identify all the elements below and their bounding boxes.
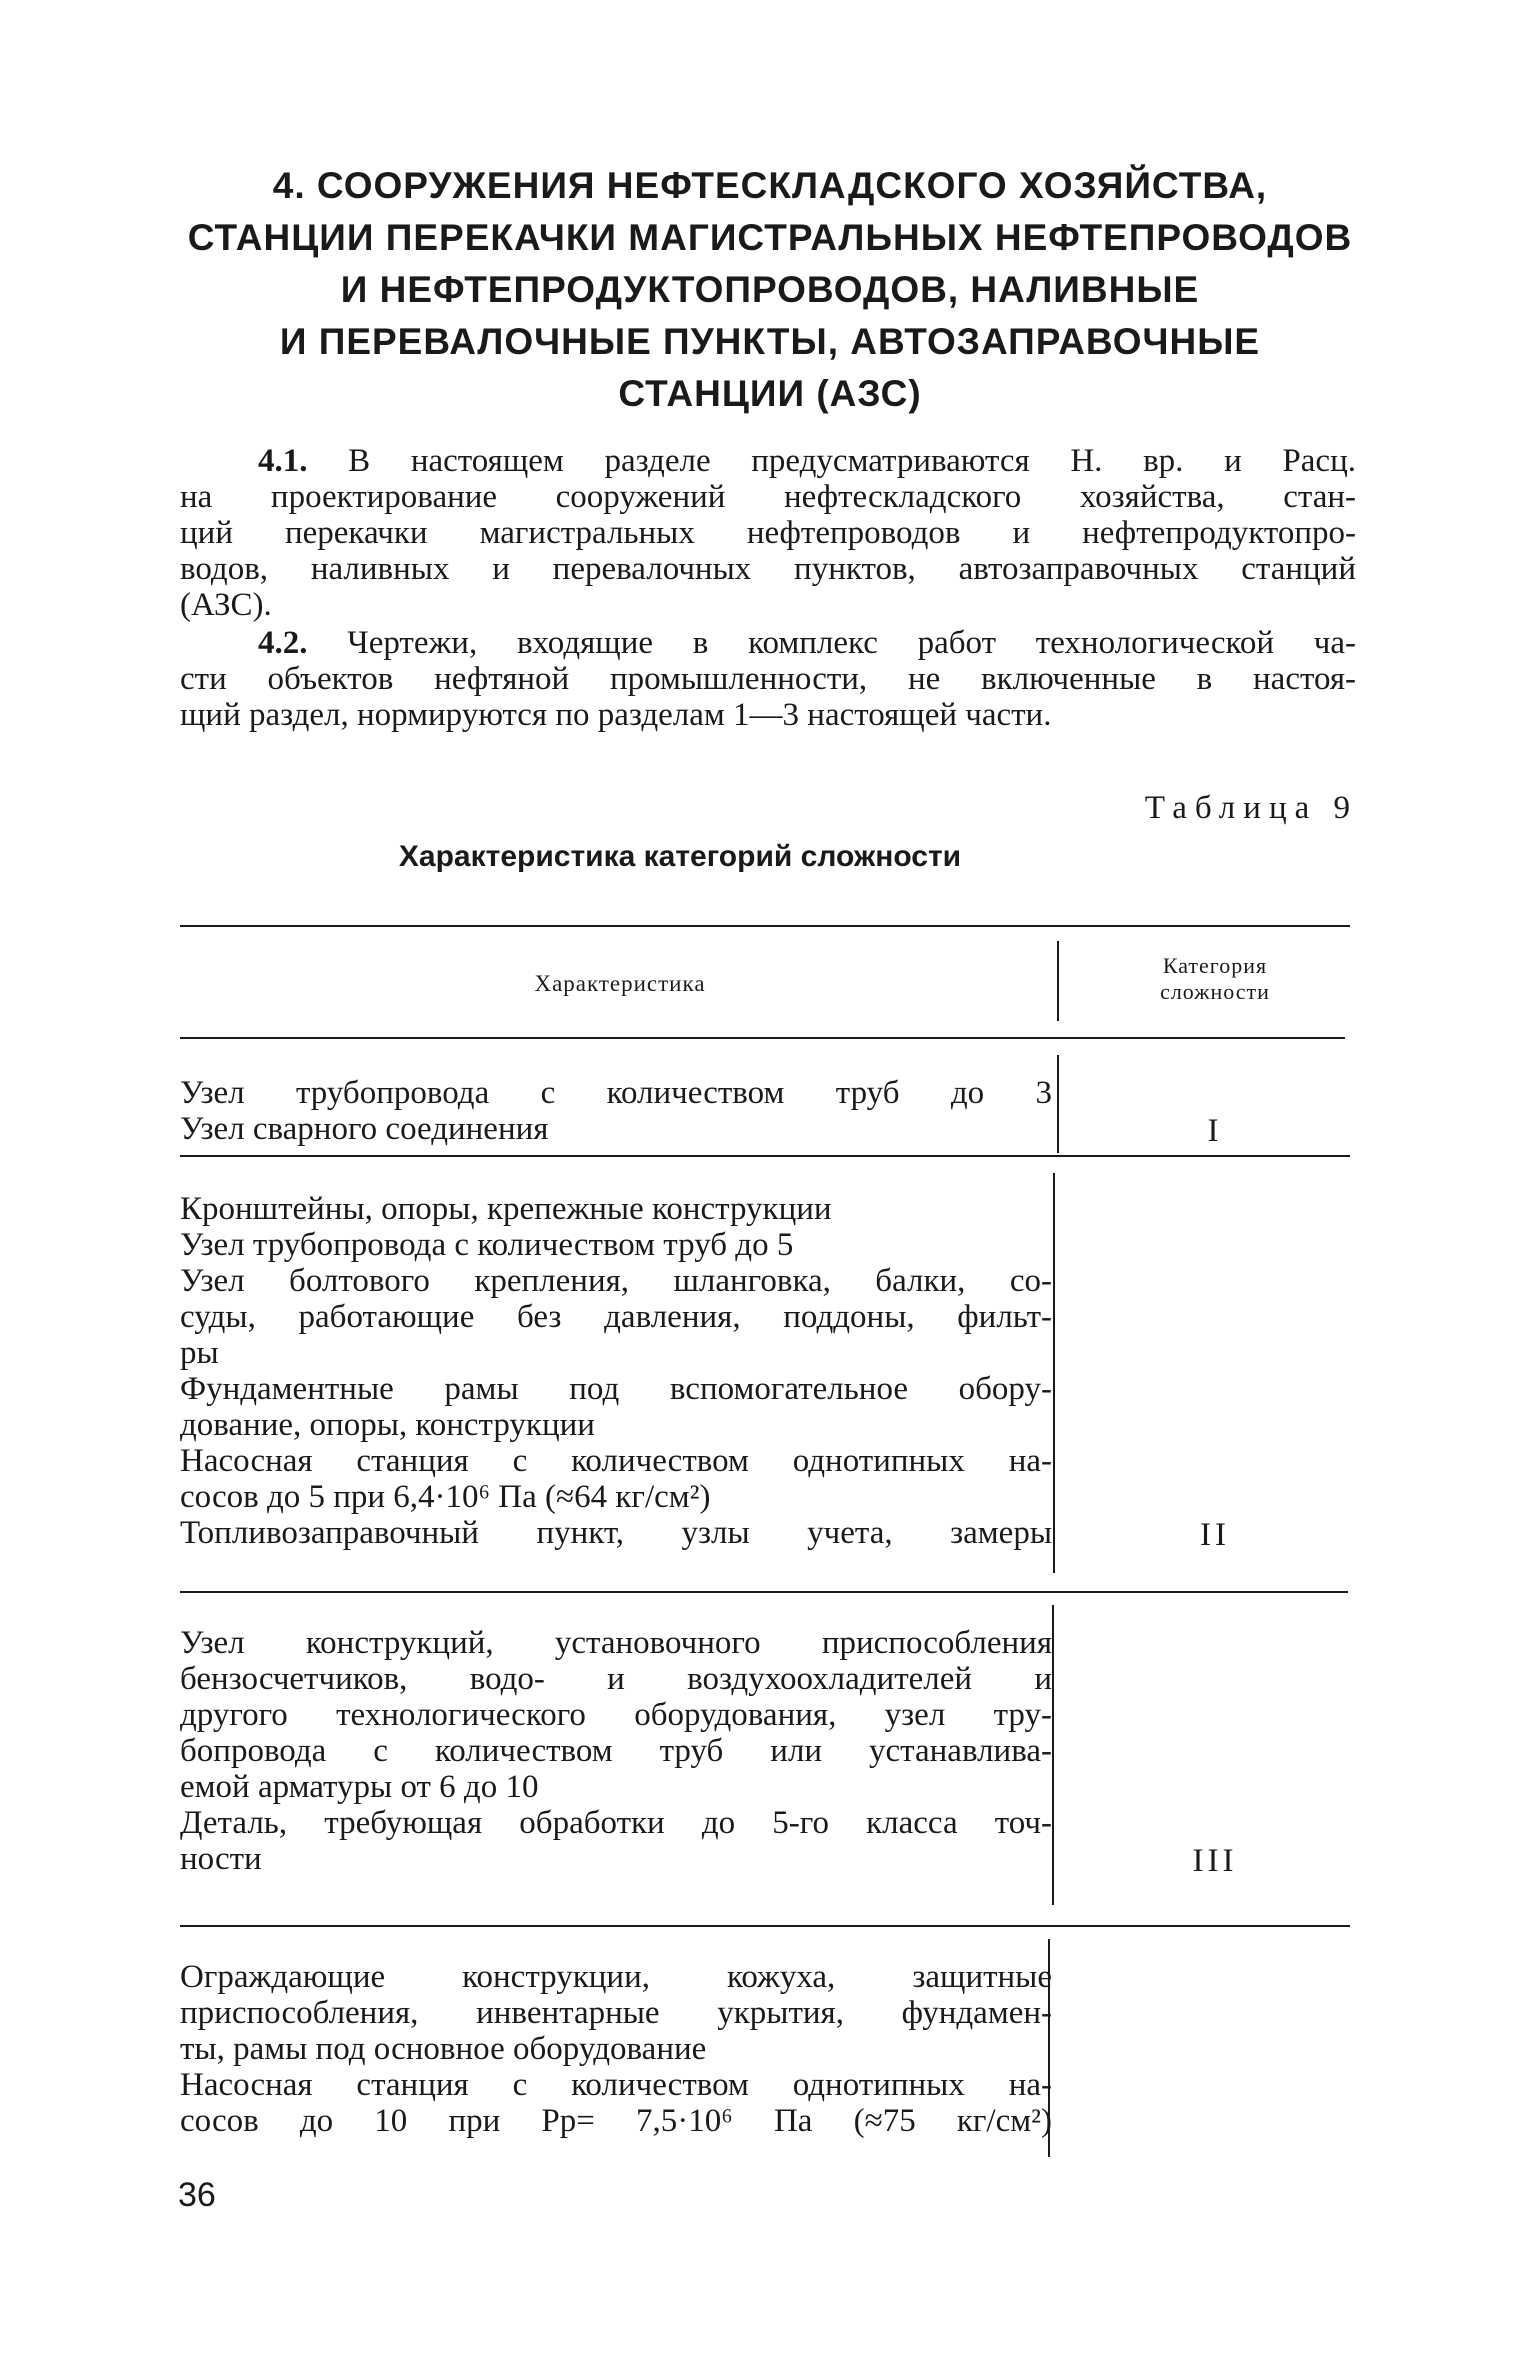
column-rule bbox=[1052, 1605, 1054, 1905]
table-row-category: III bbox=[1192, 1843, 1238, 1879]
section-title-line: СТАНЦИИ ПЕРЕКАЧКИ МАГИСТРАЛЬНЫХ НЕФТЕПРОВОДОВ bbox=[187, 217, 1353, 258]
cell-line: ры bbox=[180, 1335, 219, 1371]
cell-line: емой арматуры от 6 до 10 bbox=[180, 1769, 539, 1805]
section-title bbox=[180, 160, 1360, 420]
cell-line: ности bbox=[180, 1841, 262, 1877]
table-title: Характеристика категорий сложности bbox=[398, 840, 962, 873]
cell-line: дование, опоры, конструкции bbox=[180, 1407, 595, 1443]
cell-line: Узел трубопровода с количеством труб до 3 bbox=[180, 1075, 1052, 1111]
paragraph-line: 4.2. Чертежи, входящие в комплекс работ технологической ча- bbox=[258, 625, 1357, 661]
cell-line: сосов до 10 при Pр= 7,5·10⁶ Па (≈75 кг/см²) bbox=[180, 2103, 1052, 2139]
cell-line: бопровода с количеством труб или устанавлива- bbox=[180, 1733, 1052, 1769]
cell-line: Деталь, требующая обработки до 5-го класса точ- bbox=[180, 1805, 1052, 1841]
cell-line: Насосная станция с количеством однотипных на- bbox=[180, 1443, 1052, 1479]
paragraph-line: щий раздел, нормируются по разделам 1—3 настоящей части. bbox=[180, 697, 1052, 733]
paragraph-4-1 bbox=[180, 443, 1356, 623]
cell-line: Ограждающие конструкции, кожуха, защитные bbox=[180, 1959, 1052, 1995]
paragraph-line: (АЗС). bbox=[180, 587, 272, 623]
paragraph-line: 4.1. В настоящем разделе предусматриваются Н. вр. и Расц. bbox=[258, 443, 1356, 479]
column-rule bbox=[1057, 1055, 1059, 1153]
cell-line: Топливозаправочный пункт, узлы учета, замеры bbox=[180, 1515, 1052, 1551]
cell-line: бензосчетчиков, водо- и воздухоохладителей и bbox=[180, 1661, 1052, 1697]
paragraph-line: сти объектов нефтяной промышленности, не включенные в настоя- bbox=[180, 661, 1356, 697]
table-row-category: I bbox=[1207, 1113, 1223, 1149]
table-top-rule bbox=[180, 925, 1350, 927]
section-title-line: И НЕФТЕПРОДУКТОПРОВОДОВ, НАЛИВНЫЕ bbox=[340, 269, 1200, 310]
paragraph-line: водов, наливных и перевалочных пунктов, автозаправочных станций bbox=[180, 551, 1356, 587]
row-divider bbox=[180, 1155, 1350, 1157]
table-row-category: II bbox=[1200, 1517, 1230, 1553]
cell-line: сосов до 5 при 6,4·10⁶ Па (≈64 кг/см²) bbox=[180, 1479, 711, 1515]
header-category-line: сложности bbox=[1160, 979, 1270, 1004]
row-divider bbox=[180, 1591, 1348, 1593]
paragraph-number: 4.2. bbox=[258, 625, 308, 661]
column-rule bbox=[1053, 1173, 1055, 1573]
paragraph-line: на проектирование сооружений нефтескладского хозяйства, стан- bbox=[180, 479, 1356, 515]
cell-line: Узел трубопровода с количеством труб до 5 bbox=[180, 1227, 794, 1263]
page-number: 36 bbox=[178, 2176, 216, 2214]
section-title-line: И ПЕРЕВАЛОЧНЫЕ ПУНКТЫ, АВТОЗАПРАВОЧНЫЕ bbox=[279, 321, 1261, 362]
row-divider bbox=[180, 1925, 1350, 1927]
header-category-line: Категория bbox=[1162, 953, 1268, 978]
cell-line: суды, работающие без давления, поддоны, фильт- bbox=[180, 1299, 1052, 1335]
table-label: Таблица 9 bbox=[1144, 790, 1358, 826]
section-title-line: СТАНЦИИ (АЗС) bbox=[618, 373, 922, 414]
cell-line: приспособления, инвентарные укрытия, фундамен- bbox=[180, 1995, 1052, 2031]
paragraph-4-2 bbox=[180, 625, 1356, 733]
table-row-characteristic bbox=[180, 1075, 1052, 1147]
cell-line: Насосная станция с количеством однотипных на- bbox=[180, 2067, 1052, 2103]
paragraph-line: ций перекачки магистральных нефтепроводов и нефтепродуктопро- bbox=[180, 515, 1356, 551]
paragraph-number: 4.1. bbox=[258, 443, 308, 479]
cell-line: Фундаментные рамы под вспомогательное обору- bbox=[180, 1371, 1052, 1407]
cell-line: ты, рамы под основное оборудование bbox=[180, 2031, 707, 2067]
header-bottom-rule bbox=[180, 1037, 1345, 1039]
table-row-characteristic bbox=[180, 1959, 1052, 2139]
header-characteristic: Характеристика bbox=[534, 971, 706, 996]
cell-line: Узел конструкций, установочного приспособления bbox=[180, 1625, 1052, 1661]
cell-line: Кронштейны, опоры, крепежные конструкции bbox=[180, 1191, 832, 1227]
table-row-characteristic bbox=[180, 1191, 1052, 1551]
table-row-characteristic bbox=[180, 1625, 1052, 1877]
cell-line: Узел болтового крепления, шланговка, балки, со- bbox=[180, 1263, 1052, 1299]
header-category bbox=[1080, 953, 1350, 1005]
cell-line: Узел сварного соединения bbox=[180, 1111, 549, 1147]
cell-line: другого технологического оборудования, узел тру- bbox=[180, 1697, 1052, 1733]
section-title-line: 4. СООРУЖЕНИЯ НЕФТЕСКЛАДСКОГО ХОЗЯЙСТВА, bbox=[272, 165, 1268, 206]
